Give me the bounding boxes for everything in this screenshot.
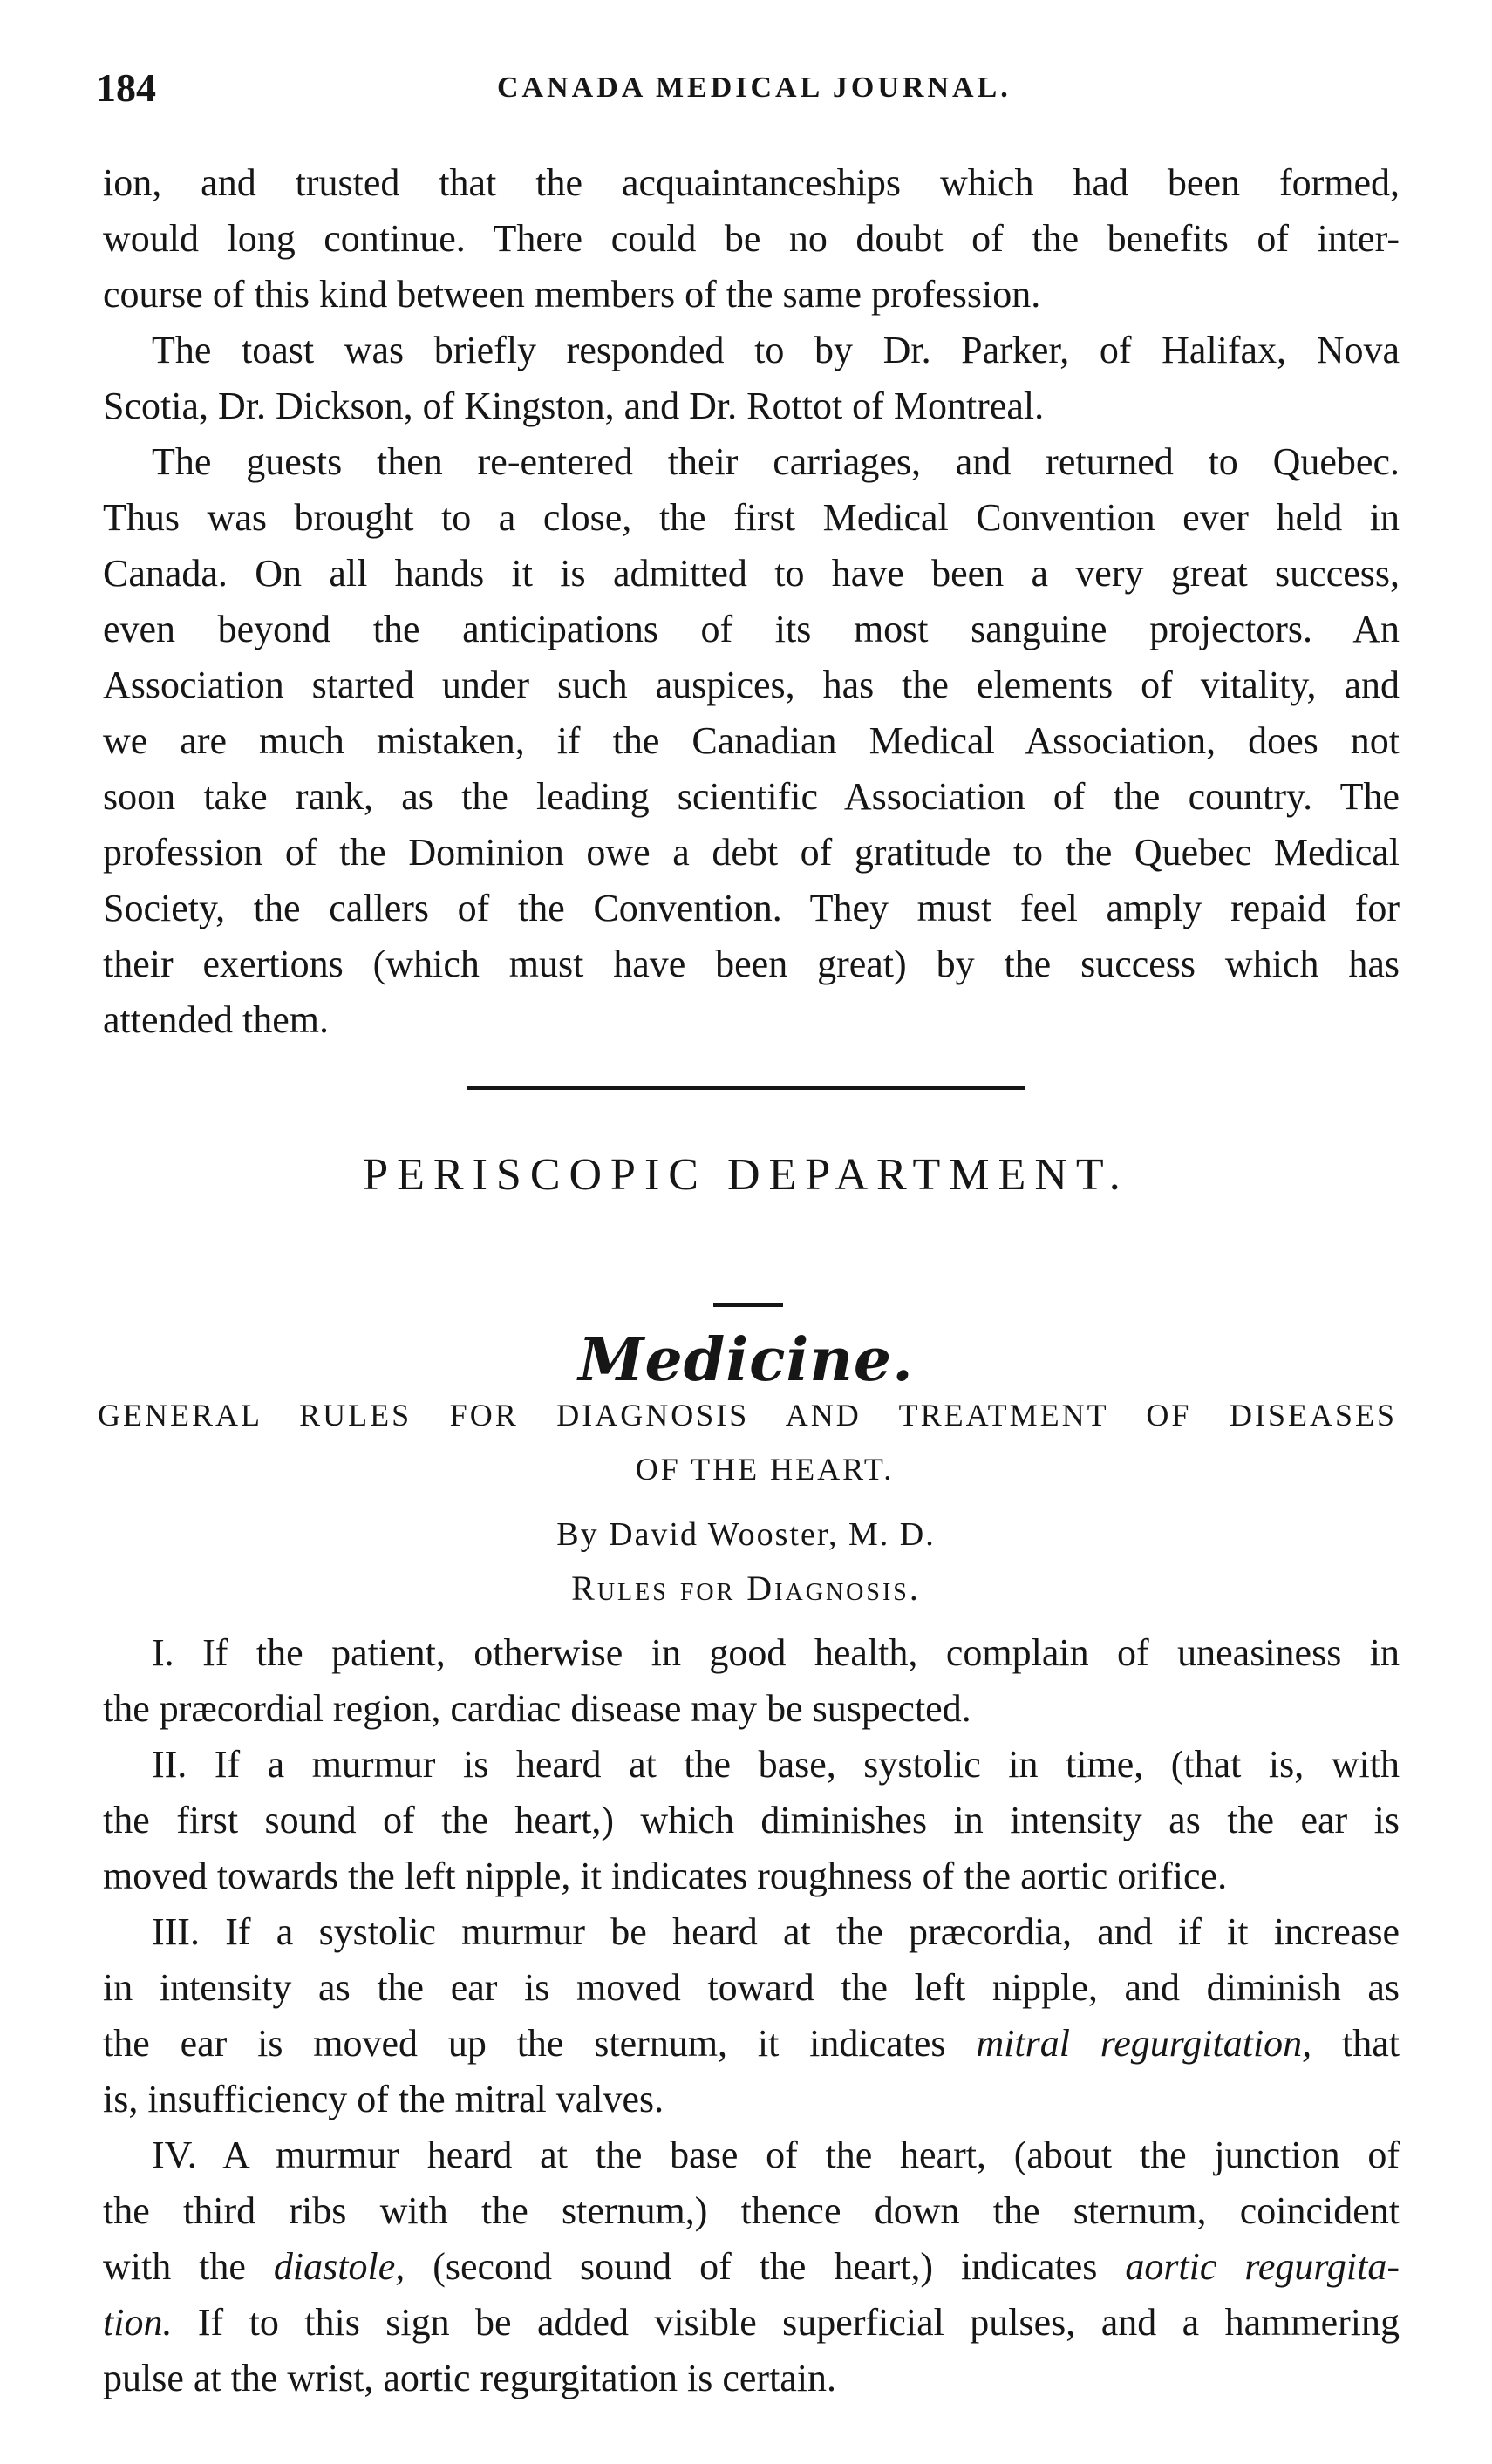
text-line: even beyond the anticipations of its most sanguine projectors. An [103, 608, 1400, 650]
text-run: If to this sign be added visible superficial pulses, and a hammering [172, 2301, 1400, 2344]
text-run: (second sound of the heart,) indicates [405, 2245, 1126, 2288]
emphasis-text: mitral regurgitation, [976, 2022, 1312, 2065]
text-line [103, 2239, 1400, 2295]
byline: By David Wooster, M. D. [556, 1516, 936, 1553]
text-line: would long continue. There could be no doubt of the benefits of inter- [103, 217, 1400, 260]
text-line: Society, the callers of the Convention. They must feel amply repaid for [103, 887, 1400, 929]
continuation-paragraph [103, 155, 1400, 323]
text-line: their exertions (which must have been great) by the success which has [103, 943, 1400, 985]
article-title-line: GENERAL RULES FOR DIAGNOSIS AND TREATMENT OF DISEASES [98, 1398, 1397, 1433]
text-run: that [1311, 2022, 1400, 2065]
text-line: in intensity as the ear is moved toward the left nipple, and diminish as [103, 1966, 1400, 2009]
rule-item [103, 1737, 1400, 1904]
emphasis-text: tion. [103, 2301, 173, 2344]
article-title [98, 1388, 1397, 1496]
text-line: The toast was briefly responded to by Dr. Parker, of Halifax, Nova [152, 329, 1400, 371]
text-line: ion, and trusted that the acquaintanceships which had been formed, [103, 161, 1400, 204]
text-line: The guests then re-entered their carriages, and returned to Quebec. [152, 440, 1400, 483]
text-line: is, insufficiency of the mitral valves. [103, 2078, 664, 2120]
guests-paragraph [103, 434, 1400, 1048]
article-title-line: OF THE HEART. [635, 1452, 895, 1487]
text-line: pulse at the wrist, aortic regurgitation is certain. [103, 2357, 837, 2399]
text-line: soon take rank, as the leading scientific Association of the country. The [103, 775, 1400, 818]
text-line: the præcordial region, cardiac disease may be suspected. [103, 1687, 971, 1730]
text-line [103, 2016, 1400, 2072]
emphasis-text: aortic regurgita- [1125, 2245, 1400, 2288]
rule-item [103, 1625, 1400, 1737]
text-line: the third ribs with the sternum,) thence down the sternum, coincident [103, 2189, 1400, 2232]
text-line: moved towards the left nipple, it indicates roughness of the aortic orifice. [103, 1855, 1228, 1897]
text-line: we are much mistaken, if the Canadian Medical Association, does not [103, 719, 1400, 762]
text-line: I. If the patient, otherwise in good health, complain of uneasiness in [152, 1631, 1400, 1674]
text-line: Canada. On all hands it is admitted to have been a very great success, [103, 552, 1400, 595]
text-line: the first sound of the heart,) which diminishes in intensity as the ear is [103, 1799, 1400, 1841]
text-line: Association started under such auspices, has the elements of vitality, and [103, 664, 1400, 706]
rule-item [103, 1904, 1400, 2127]
short-divider [713, 1303, 783, 1307]
rule-item [103, 2127, 1400, 2406]
emphasis-text: diastole, [273, 2245, 405, 2288]
section-divider [467, 1086, 1025, 1090]
text-line: profession of the Dominion owe a debt of gratitude to the Quebec Medical [103, 831, 1400, 874]
text-run: with the [103, 2245, 274, 2288]
text-line: course of this kind between members of the same profession. [103, 273, 1041, 316]
rules-list [103, 1625, 1400, 2406]
text-line: Thus was brought to a close, the first Medical Convention ever held in [103, 496, 1400, 539]
text-line: IV. A murmur heard at the base of the heart, (about the junction of [152, 2134, 1400, 2176]
journal-title: CANADA MEDICAL JOURNAL. [497, 71, 1012, 104]
text-line: Scotia, Dr. Dickson, of Kingston, and Dr. Rottot of Montreal. [103, 385, 1045, 427]
text-run: the ear is moved up the sternum, it indicates [103, 2022, 977, 2065]
text-line [103, 2295, 1400, 2351]
rules-subheading: Rules for Diagnosis. [571, 1569, 921, 1608]
page-number: 184 [96, 65, 156, 110]
section-heading: Medicine. [578, 1325, 914, 1395]
text-line: III. If a systolic murmur be heard at the præcordia, and if it increase [152, 1910, 1400, 1953]
text-line: attended them. [103, 998, 330, 1041]
department-title: PERISCOPIC DEPARTMENT. [363, 1150, 1129, 1200]
toast-paragraph [103, 323, 1400, 434]
running-head [96, 58, 1404, 119]
text-line: II. If a murmur is heard at the base, systolic in time, (that is, with [152, 1743, 1400, 1786]
